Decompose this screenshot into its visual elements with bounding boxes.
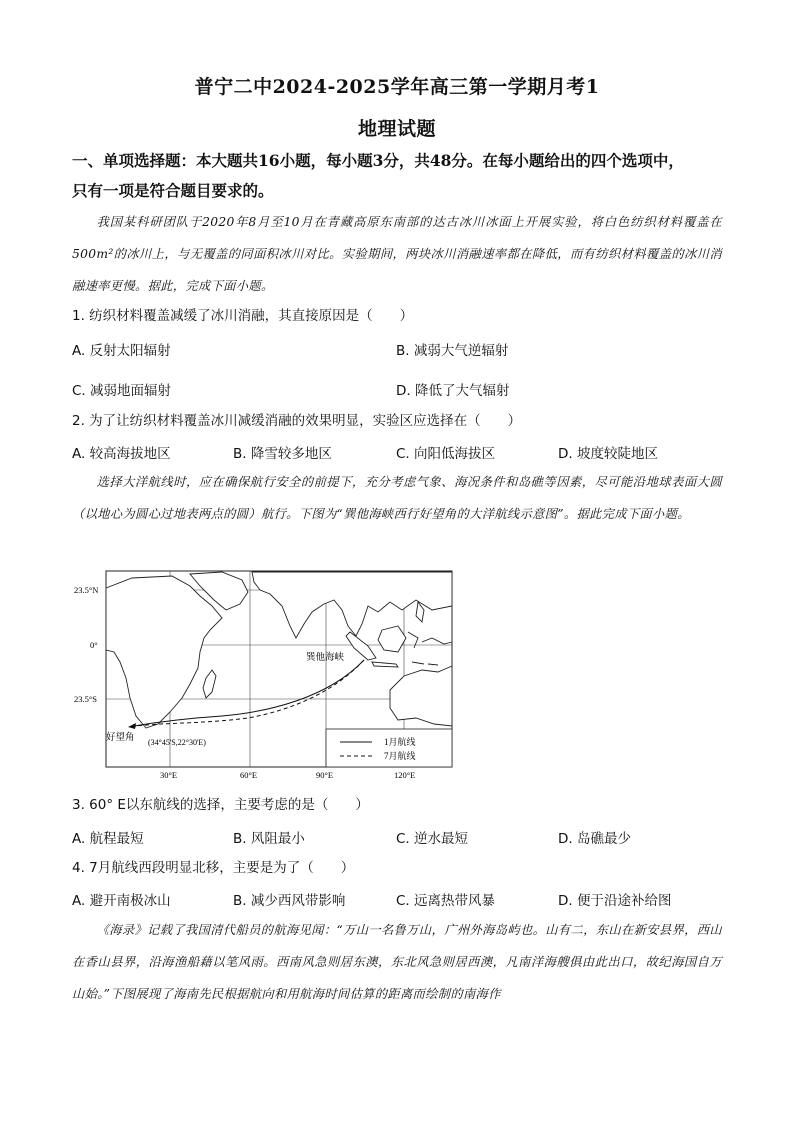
africa-landmass [106,576,222,728]
borneo-island [378,626,406,652]
question-2-options [72,442,732,462]
asia-landmass [252,572,452,638]
lat-label-23n: 23.5°N [74,585,99,595]
exam-title: 普宁二中2024-2025学年高三第一学期月考1 [194,76,600,98]
lon-label-120e: 120°E [394,770,416,780]
strait-label: 巽他海峡 [306,653,345,663]
q3-option-d[interactable]: D. 岛礁最少 [558,831,631,847]
legend-jul-label: 7月航线 [384,751,416,761]
question-3-stem: 3. 60° E以东航线的选择，主要考虑的是（ ） [72,797,369,813]
sumatra-island [346,632,376,660]
route-map [72,566,456,782]
legend-jan-label: 1月航线 [384,737,416,747]
legend-box [326,729,452,767]
q2-option-a[interactable]: A. 较高海拔地区 [72,446,171,462]
q4-option-b[interactable]: B. 减少西风带影响 [233,893,346,909]
lat-label-23s: 23.5°S [74,694,98,704]
cape-point [132,724,136,728]
q2-option-c[interactable]: C. 向阳低海拔区 [396,446,496,462]
exam-subtitle: 地理试题 [357,118,436,140]
q1-option-b[interactable]: B. 减弱大气逆辐射 [396,343,509,359]
java-island [372,662,398,667]
section-heading-line2: 只有一项是符合题目要求的。 [72,181,274,200]
q1-option-a[interactable]: A. 反射太阳辐射 [72,343,171,359]
section-heading-line1: 一、单项选择题：本大题共16小题，每小题3分，共48分。在每小题给出的四个选项中， [72,151,684,170]
q1-option-d[interactable]: D. 降低了大气辐射 [396,383,510,399]
question-2-stem: 2. 为了让纺织材料覆盖冰川减缓消融的效果明显，实验区应选择在（ ） [72,413,522,429]
q4-option-a[interactable]: A. 避开南极冰山 [72,893,171,909]
question-4-stem: 4. 7月航线西段明显北移，主要是为了（ ） [72,860,355,876]
q3-option-b[interactable]: B. 风阻最小 [233,831,305,847]
question-1-options-row1 [72,339,732,359]
q2-option-d[interactable]: D. 坡度较陡地区 [558,446,658,462]
material-paragraph-3: 《海录》记载了我国清代船员的航海见闻：“万山一名鲁万山，广州外海岛屿也。山有二，东山在新安县界，西山在香山县界，沿海渔船藉以笔风雨。西南风急则居东澳，东北风急则居西澳，凡南洋海艘俱由此出口，故纪海国自万山始。”下图展现了海南先民根据航向和用航海时间估算的距离而绘制的南海作 [72,923,722,1001]
q3-option-a[interactable]: A. 航程最短 [72,831,144,847]
madagascar-island [203,670,216,698]
q3-option-c[interactable]: C. 逆水最短 [396,831,469,847]
cape-coordinate-label: (34°45'S,22°30'E) [148,738,206,747]
material-paragraph-1: 我国某科研团队于2020年8月至10月在青藏高原东南部的达古冰川冰面上开展实验，将白色纺织材料覆盖在500m²的冰川上，与无覆盖的同面积冰川对比。实验期间，两块冰川消融速率都在降低，而有纺织材料覆盖的冰川消融速率更慢。据此，完成下面小题。 [72,215,722,293]
lon-label-60e: 60°E [240,770,258,780]
cape-label: 好望角 [106,733,135,743]
lon-label-90e: 90°E [316,770,334,780]
philippines-islands [416,602,424,622]
australia-landmass [390,666,452,726]
question-1-options-row2 [72,379,732,399]
question-3-options [72,827,732,847]
question-4-options [72,889,732,909]
indonesia-islands [408,632,452,665]
lon-label-30e: 30°E [160,770,178,780]
question-1-stem: 1. 纺织材料覆盖减缓了冰川消融，其直接原因是（ ） [72,308,414,324]
lat-label-0: 0° [90,640,98,650]
q2-option-b[interactable]: B. 降雪较多地区 [233,446,332,462]
q4-option-c[interactable]: C. 远离热带风暴 [396,893,496,909]
q4-option-d[interactable]: D. 便于沿途补给图 [558,893,672,909]
q1-option-c[interactable]: C. 减弱地面辐射 [72,383,172,399]
material-paragraph-2: 选择大洋航线时，应在确保航行安全的前提下，充分考虑气象、海况条件和岛礁等因素，尽可能沿地球表面大圆（以地心为圆心过地表两点的圆）航行。下图为“巽他海峡西行好望角的大洋航线示意图”。据此完成下面小题。 [72,475,722,521]
